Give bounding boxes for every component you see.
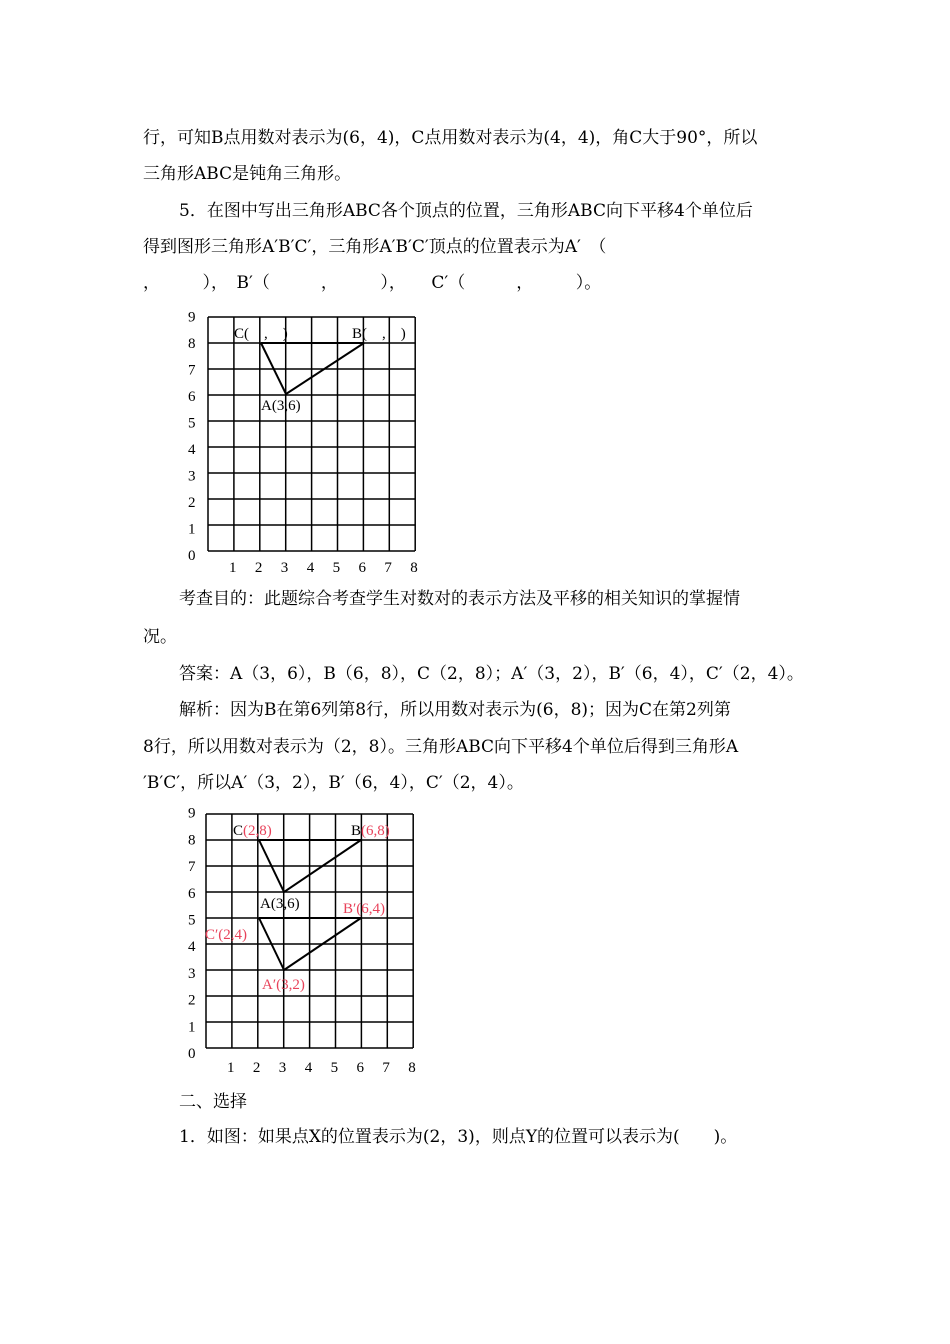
y-tick-label: 3	[188, 468, 196, 485]
y-tick-label: 6	[188, 885, 196, 902]
x-tick-label: 3	[278, 1060, 287, 1075]
paragraph-line: 三角形ABC是钝角三角形。	[143, 164, 352, 184]
label-a: A(3,6)	[260, 896, 300, 912]
y-tick-label: 9	[188, 805, 196, 822]
label-b: B( , )	[352, 326, 406, 342]
y-tick-label: 8	[188, 336, 196, 352]
y-tick-label: 1	[188, 1019, 196, 1036]
grid-lines	[208, 317, 415, 551]
y-tick-label: 2	[188, 495, 196, 511]
y-tick-label: 8	[188, 832, 196, 849]
y-tick-label: 4	[188, 939, 196, 956]
x-tick-label: 7	[384, 560, 392, 573]
y-tick-label: 2	[188, 992, 196, 1009]
x-tick-label: 6	[356, 1060, 364, 1075]
coordinate-grid-answer	[178, 800, 428, 1075]
question-5-line: 得到图形三角形A′B′C′，三角形A′B′C′顶点的位置表示为A′ （	[143, 237, 607, 257]
section-heading: 二、选择	[179, 1092, 247, 1112]
x-tick-label: 1	[229, 560, 237, 573]
purpose-line: 考查目的：此题综合考查学生对数对的表示方法及平移的相关知识的掌握情	[179, 589, 740, 609]
paragraph-line: 行，可知B点用数对表示为(6，4)，C点用数对表示为(4，4)，角C大于90°，所以	[143, 128, 758, 148]
x-tick-label: 4	[306, 560, 315, 573]
label-a-prime: A′(3,2)	[262, 977, 305, 993]
y-tick-label: 5	[188, 415, 196, 432]
x-tick-label: 8	[410, 560, 418, 573]
x-tick-label: 4	[304, 1060, 313, 1075]
purpose-line: 况。	[143, 627, 177, 647]
y-tick-label: 5	[188, 912, 196, 929]
y-tick-label: 7	[188, 859, 196, 876]
y-tick-label: 4	[188, 442, 196, 458]
y-tick-label: 6	[188, 389, 196, 405]
y-tick-label: 7	[188, 362, 196, 379]
coordinate-grid-question	[178, 303, 428, 573]
x-tick-label: 8	[408, 1060, 416, 1075]
x-tick-label: 2	[252, 1060, 261, 1075]
x-tick-label: 5	[332, 560, 341, 573]
label-b: B(6,8)	[351, 823, 390, 839]
y-tick-label: 1	[188, 521, 196, 538]
label-c: C(2,8)	[233, 823, 272, 839]
y-tick-label: 3	[188, 965, 196, 982]
question-1-line: 1．如图：如果点X的位置表示为(2，3)，则点Y的位置可以表示为( )。	[179, 1127, 738, 1147]
analysis-line: ′B′C′，所以A′（3，2），B′（6，4），C′（2，4）。	[143, 773, 524, 793]
label-a: A(3,6)	[261, 398, 301, 414]
x-tick-label: 7	[382, 1060, 390, 1075]
question-5-line: 5．在图中写出三角形ABC各个顶点的位置，三角形ABC向下平移4个单位后	[179, 201, 753, 221]
x-tick-label: 1	[227, 1060, 235, 1075]
y-tick-label: 0	[188, 1046, 196, 1062]
x-tick-label: 2	[254, 560, 263, 573]
label-c-prime: C′(2,4)	[205, 927, 248, 943]
label-c: C( , )	[234, 326, 288, 342]
analysis-line: 解析：因为B在第6列第8行，所以用数对表示为(6，8)；因为C在第2列第	[179, 700, 731, 720]
answer-line: 答案：A（3，6），B（6，8），C（2，8）；A′（3，2），B′（6，4），C′（2，4）。	[179, 664, 804, 684]
analysis-line: 8行，所以用数对表示为（2，8）。三角形ABC向下平移4个单位后得到三角形A	[143, 737, 739, 757]
x-tick-label: 5	[330, 1060, 339, 1075]
x-tick-label: 3	[280, 560, 289, 573]
label-b-prime: B′(6,4)	[343, 901, 386, 917]
y-tick-label: 9	[188, 309, 196, 326]
question-5-blanks: ， ）， B′（ ， ）， C′（ ， ）。	[143, 273, 602, 293]
y-tick-label: 0	[188, 548, 196, 564]
x-tick-label: 6	[358, 560, 366, 573]
